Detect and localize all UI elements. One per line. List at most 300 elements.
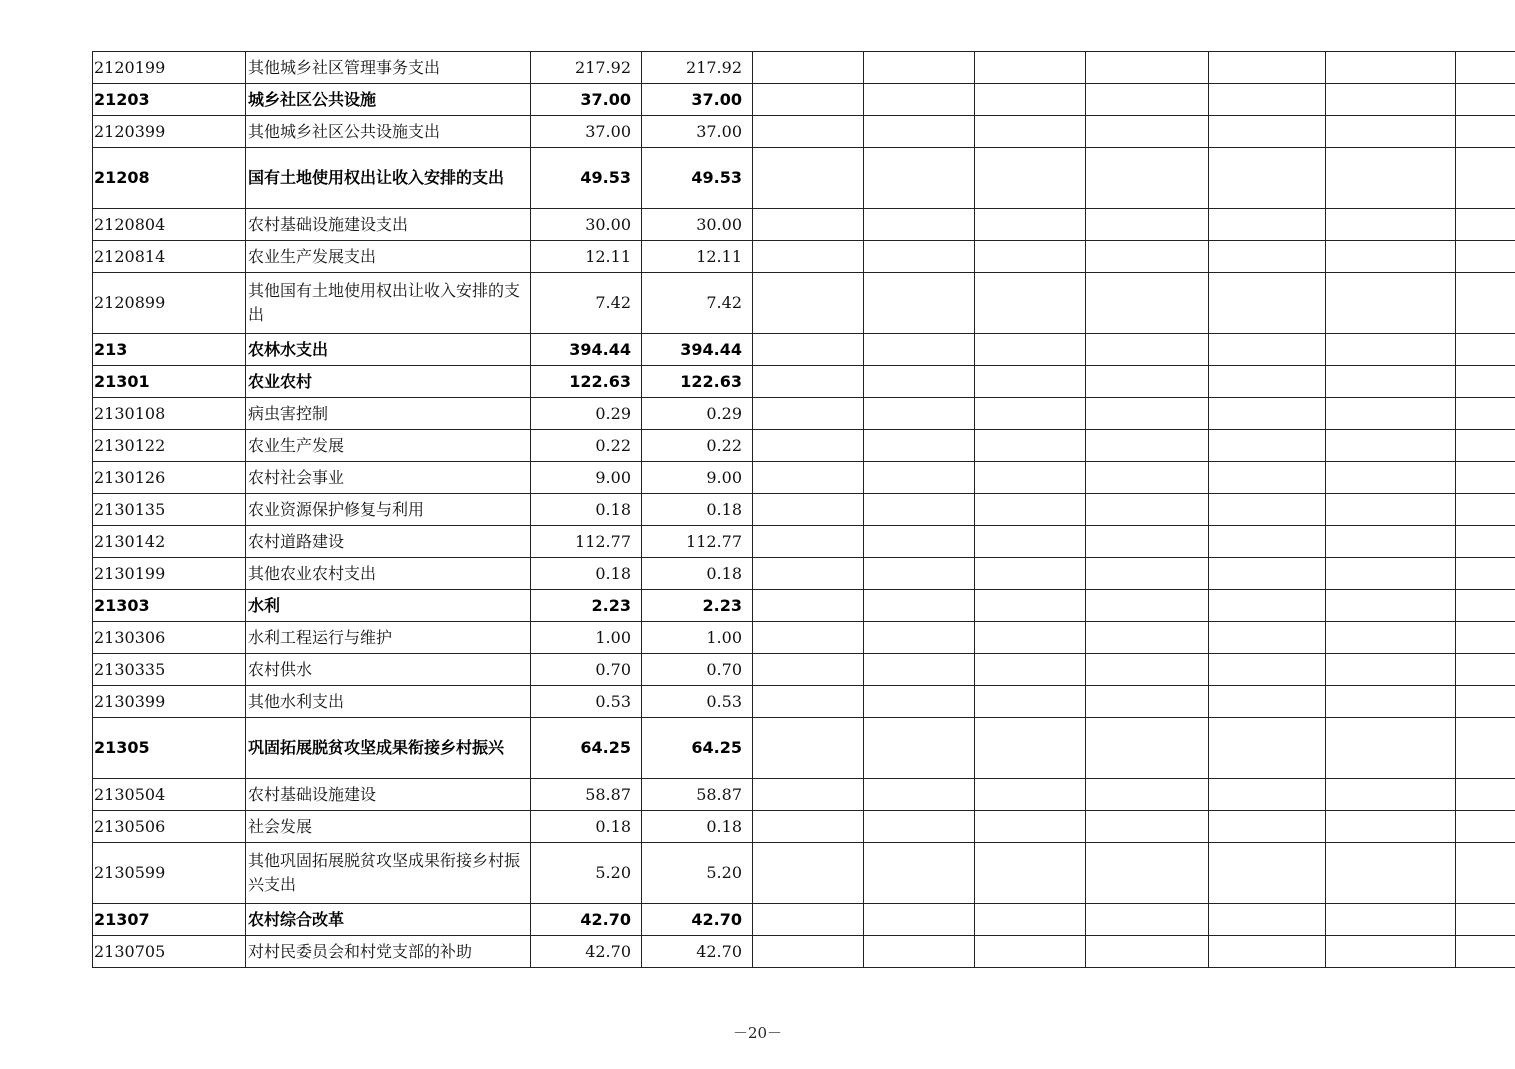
subject-code-cell: 2130705 [93, 936, 246, 968]
empty-cell [1209, 52, 1326, 84]
empty-cell [1086, 398, 1209, 430]
empty-cell [1209, 718, 1326, 779]
empty-cell [864, 273, 975, 334]
empty-cell [864, 398, 975, 430]
empty-cell [1086, 590, 1209, 622]
empty-cell [1326, 718, 1456, 779]
empty-cell [753, 148, 864, 209]
table-row [93, 430, 1515, 462]
total-amount-cell: 122.63 [531, 366, 642, 398]
subject-code-cell: 2130504 [93, 779, 246, 811]
empty-cell [1326, 686, 1456, 718]
empty-cell [1086, 148, 1209, 209]
subject-code-cell: 2130126 [93, 462, 246, 494]
empty-cell [864, 209, 975, 241]
empty-cell [1209, 843, 1326, 904]
empty-cell [1086, 622, 1209, 654]
empty-cell [1326, 936, 1456, 968]
empty-cell [1456, 462, 1515, 494]
empty-cell [975, 398, 1086, 430]
basic-expenditure-cell: 9.00 [642, 462, 753, 494]
total-amount-cell: 49.53 [531, 148, 642, 209]
empty-cell [1326, 52, 1456, 84]
subject-name-cell: 病虫害控制 [246, 398, 531, 430]
empty-cell [753, 811, 864, 843]
empty-cell [1209, 494, 1326, 526]
table-row [93, 273, 1515, 334]
empty-cell [1209, 811, 1326, 843]
empty-cell [975, 811, 1086, 843]
table-row [93, 241, 1515, 273]
empty-cell [975, 526, 1086, 558]
subject-code-cell: 2120814 [93, 241, 246, 273]
table-row [93, 686, 1515, 718]
empty-cell [1326, 366, 1456, 398]
total-amount-cell: 1.00 [531, 622, 642, 654]
empty-cell [864, 590, 975, 622]
table-row [93, 936, 1515, 968]
empty-cell [864, 116, 975, 148]
basic-expenditure-cell: 37.00 [642, 116, 753, 148]
empty-cell [1209, 779, 1326, 811]
empty-cell [864, 494, 975, 526]
empty-cell [864, 148, 975, 209]
table-row [93, 718, 1515, 779]
empty-cell [1326, 558, 1456, 590]
basic-expenditure-cell: 0.22 [642, 430, 753, 462]
table-row [93, 779, 1515, 811]
empty-cell [1086, 430, 1209, 462]
total-amount-cell: 0.70 [531, 654, 642, 686]
empty-cell [1209, 904, 1326, 936]
empty-cell [753, 398, 864, 430]
basic-expenditure-cell: 12.11 [642, 241, 753, 273]
total-amount-cell: 394.44 [531, 334, 642, 366]
empty-cell [1456, 558, 1515, 590]
basic-expenditure-cell: 0.18 [642, 494, 753, 526]
basic-expenditure-cell: 394.44 [642, 334, 753, 366]
subject-name-cell: 水利 [246, 590, 531, 622]
page-number: －20－ [732, 1024, 783, 1042]
empty-cell [753, 558, 864, 590]
empty-cell [864, 558, 975, 590]
empty-cell [1086, 526, 1209, 558]
total-amount-cell: 0.18 [531, 811, 642, 843]
empty-cell [975, 686, 1086, 718]
empty-cell [1209, 398, 1326, 430]
empty-cell [1086, 52, 1209, 84]
empty-cell [753, 430, 864, 462]
empty-cell [975, 52, 1086, 84]
empty-cell [753, 590, 864, 622]
empty-cell [864, 686, 975, 718]
subject-name-cell: 农业农村 [246, 366, 531, 398]
empty-cell [1086, 209, 1209, 241]
subject-name-cell: 农村道路建设 [246, 526, 531, 558]
empty-cell [864, 718, 975, 779]
empty-cell [864, 843, 975, 904]
empty-cell [753, 494, 864, 526]
total-amount-cell: 0.18 [531, 558, 642, 590]
table-row [93, 334, 1515, 366]
empty-cell [1209, 116, 1326, 148]
subject-code-cell: 2130142 [93, 526, 246, 558]
total-amount-cell: 58.87 [531, 779, 642, 811]
empty-cell [1086, 904, 1209, 936]
basic-expenditure-cell: 112.77 [642, 526, 753, 558]
basic-expenditure-cell: 7.42 [642, 273, 753, 334]
empty-cell [1209, 622, 1326, 654]
empty-cell [753, 718, 864, 779]
subject-name-cell: 农村综合改革 [246, 904, 531, 936]
subject-code-cell: 21307 [93, 904, 246, 936]
empty-cell [753, 462, 864, 494]
empty-cell [1209, 209, 1326, 241]
subject-code-cell: 2130108 [93, 398, 246, 430]
subject-code-cell: 2130599 [93, 843, 246, 904]
empty-cell [1086, 334, 1209, 366]
empty-cell [753, 904, 864, 936]
total-amount-cell: 42.70 [531, 904, 642, 936]
subject-code-cell: 2120804 [93, 209, 246, 241]
empty-cell [1209, 462, 1326, 494]
total-amount-cell: 64.25 [531, 718, 642, 779]
empty-cell [1456, 622, 1515, 654]
empty-cell [1326, 526, 1456, 558]
subject-name-cell: 农村基础设施建设 [246, 779, 531, 811]
empty-cell [1456, 590, 1515, 622]
basic-expenditure-cell: 217.92 [642, 52, 753, 84]
empty-cell [1326, 494, 1456, 526]
empty-cell [1456, 843, 1515, 904]
subject-name-cell: 社会发展 [246, 811, 531, 843]
empty-cell [1326, 779, 1456, 811]
table-row [93, 843, 1515, 904]
total-amount-cell: 12.11 [531, 241, 642, 273]
empty-cell [1086, 273, 1209, 334]
basic-expenditure-cell: 0.70 [642, 654, 753, 686]
basic-expenditure-cell: 122.63 [642, 366, 753, 398]
empty-cell [975, 273, 1086, 334]
subject-code-cell: 2130306 [93, 622, 246, 654]
empty-cell [1209, 273, 1326, 334]
table-row [93, 590, 1515, 622]
table-row [93, 209, 1515, 241]
subject-code-cell: 21208 [93, 148, 246, 209]
table-row [93, 558, 1515, 590]
subject-name-cell: 农村社会事业 [246, 462, 531, 494]
empty-cell [864, 462, 975, 494]
empty-cell [753, 241, 864, 273]
subject-name-cell: 农业生产发展支出 [246, 241, 531, 273]
empty-cell [1326, 241, 1456, 273]
empty-cell [1086, 366, 1209, 398]
empty-cell [864, 366, 975, 398]
subject-name-cell: 其他农业农村支出 [246, 558, 531, 590]
subject-name-cell: 农业资源保护修复与利用 [246, 494, 531, 526]
empty-cell [864, 654, 975, 686]
empty-cell [1326, 148, 1456, 209]
table-row [93, 116, 1515, 148]
empty-cell [1326, 273, 1456, 334]
subject-name-cell: 农业生产发展 [246, 430, 531, 462]
basic-expenditure-cell: 49.53 [642, 148, 753, 209]
empty-cell [864, 904, 975, 936]
basic-expenditure-cell: 2.23 [642, 590, 753, 622]
subject-code-cell: 21303 [93, 590, 246, 622]
empty-cell [1209, 686, 1326, 718]
subject-name-cell: 其他城乡社区公共设施支出 [246, 116, 531, 148]
empty-cell [1326, 811, 1456, 843]
subject-name-cell: 其他国有土地使用权出让收入安排的支出 [246, 273, 531, 334]
empty-cell [753, 654, 864, 686]
table-row [93, 462, 1515, 494]
subject-code-cell: 2130506 [93, 811, 246, 843]
table-row [93, 622, 1515, 654]
empty-cell [1456, 273, 1515, 334]
empty-cell [975, 366, 1086, 398]
empty-cell [1086, 494, 1209, 526]
empty-cell [1326, 904, 1456, 936]
subject-code-cell: 2130135 [93, 494, 246, 526]
basic-expenditure-cell: 1.00 [642, 622, 753, 654]
empty-cell [1209, 558, 1326, 590]
basic-expenditure-cell: 58.87 [642, 779, 753, 811]
empty-cell [975, 936, 1086, 968]
basic-expenditure-cell: 0.29 [642, 398, 753, 430]
table-row [93, 904, 1515, 936]
total-amount-cell: 37.00 [531, 84, 642, 116]
subject-code-cell: 2130399 [93, 686, 246, 718]
empty-cell [975, 904, 1086, 936]
empty-cell [1209, 241, 1326, 273]
empty-cell [1326, 209, 1456, 241]
subject-code-cell: 21305 [93, 718, 246, 779]
empty-cell [1086, 686, 1209, 718]
empty-cell [1456, 494, 1515, 526]
empty-cell [753, 622, 864, 654]
empty-cell [975, 622, 1086, 654]
empty-cell [1456, 430, 1515, 462]
subject-name-cell: 国有土地使用权出让收入安排的支出 [246, 148, 531, 209]
empty-cell [864, 779, 975, 811]
total-amount-cell: 42.70 [531, 936, 642, 968]
total-amount-cell: 0.22 [531, 430, 642, 462]
basic-expenditure-cell: 42.70 [642, 936, 753, 968]
empty-cell [1086, 241, 1209, 273]
empty-cell [1209, 334, 1326, 366]
empty-cell [1326, 334, 1456, 366]
empty-cell [753, 779, 864, 811]
empty-cell [1456, 366, 1515, 398]
empty-cell [1086, 936, 1209, 968]
empty-cell [1456, 52, 1515, 84]
empty-cell [753, 273, 864, 334]
total-amount-cell: 37.00 [531, 116, 642, 148]
subject-code-cell: 2130122 [93, 430, 246, 462]
basic-expenditure-cell: 5.20 [642, 843, 753, 904]
subject-name-cell: 对村民委员会和村党支部的补助 [246, 936, 531, 968]
table-row [93, 526, 1515, 558]
table-row [93, 84, 1515, 116]
empty-cell [1086, 558, 1209, 590]
total-amount-cell: 0.53 [531, 686, 642, 718]
empty-cell [864, 430, 975, 462]
empty-cell [1456, 148, 1515, 209]
total-amount-cell: 5.20 [531, 843, 642, 904]
empty-cell [1326, 590, 1456, 622]
empty-cell [1209, 366, 1326, 398]
empty-cell [1326, 654, 1456, 686]
empty-cell [975, 148, 1086, 209]
empty-cell [975, 590, 1086, 622]
subject-code-cell: 21301 [93, 366, 246, 398]
empty-cell [1086, 462, 1209, 494]
empty-cell [1456, 334, 1515, 366]
subject-name-cell: 其他巩固拓展脱贫攻坚成果衔接乡村振兴支出 [246, 843, 531, 904]
empty-cell [1326, 462, 1456, 494]
subject-code-cell: 21203 [93, 84, 246, 116]
empty-cell [1456, 84, 1515, 116]
table-row [93, 52, 1515, 84]
empty-cell [975, 84, 1086, 116]
empty-cell [1456, 936, 1515, 968]
empty-cell [1086, 654, 1209, 686]
empty-cell [753, 843, 864, 904]
subject-name-cell: 其他城乡社区管理事务支出 [246, 52, 531, 84]
empty-cell [1456, 686, 1515, 718]
empty-cell [1456, 116, 1515, 148]
table-row [93, 654, 1515, 686]
empty-cell [1456, 811, 1515, 843]
empty-cell [1086, 811, 1209, 843]
empty-cell [975, 334, 1086, 366]
empty-cell [1209, 84, 1326, 116]
empty-cell [1456, 209, 1515, 241]
empty-cell [753, 366, 864, 398]
empty-cell [1326, 622, 1456, 654]
total-amount-cell: 9.00 [531, 462, 642, 494]
subject-code-cell: 2120399 [93, 116, 246, 148]
subject-code-cell: 2120899 [93, 273, 246, 334]
empty-cell [1326, 430, 1456, 462]
basic-expenditure-cell: 0.53 [642, 686, 753, 718]
empty-cell [753, 686, 864, 718]
empty-cell [864, 811, 975, 843]
table-body [93, 52, 1515, 968]
basic-expenditure-cell: 64.25 [642, 718, 753, 779]
table-row [93, 148, 1515, 209]
empty-cell [864, 526, 975, 558]
subject-code-cell: 2120199 [93, 52, 246, 84]
empty-cell [1456, 526, 1515, 558]
empty-cell [753, 526, 864, 558]
empty-cell [975, 494, 1086, 526]
basic-expenditure-cell: 30.00 [642, 209, 753, 241]
empty-cell [1209, 526, 1326, 558]
empty-cell [1326, 116, 1456, 148]
basic-expenditure-cell: 37.00 [642, 84, 753, 116]
basic-expenditure-cell: 0.18 [642, 558, 753, 590]
empty-cell [975, 843, 1086, 904]
basic-expenditure-cell: 0.18 [642, 811, 753, 843]
subject-code-cell: 2130335 [93, 654, 246, 686]
empty-cell [1209, 430, 1326, 462]
total-amount-cell: 2.23 [531, 590, 642, 622]
empty-cell [1086, 116, 1209, 148]
empty-cell [1086, 718, 1209, 779]
empty-cell [1209, 936, 1326, 968]
subject-name-cell: 其他水利支出 [246, 686, 531, 718]
total-amount-cell: 0.18 [531, 494, 642, 526]
table-row [93, 398, 1515, 430]
subject-name-cell: 城乡社区公共设施 [246, 84, 531, 116]
subject-name-cell: 农林水支出 [246, 334, 531, 366]
total-amount-cell: 30.00 [531, 209, 642, 241]
total-amount-cell: 112.77 [531, 526, 642, 558]
empty-cell [975, 779, 1086, 811]
subject-code-cell: 2130199 [93, 558, 246, 590]
total-amount-cell: 217.92 [531, 52, 642, 84]
empty-cell [975, 209, 1086, 241]
empty-cell [975, 558, 1086, 590]
empty-cell [1456, 654, 1515, 686]
empty-cell [1456, 779, 1515, 811]
empty-cell [753, 936, 864, 968]
empty-cell [753, 52, 864, 84]
empty-cell [1086, 843, 1209, 904]
empty-cell [975, 430, 1086, 462]
empty-cell [1456, 718, 1515, 779]
subject-code-cell: 213 [93, 334, 246, 366]
empty-cell [1326, 398, 1456, 430]
empty-cell [1326, 843, 1456, 904]
subject-name-cell: 水利工程运行与维护 [246, 622, 531, 654]
empty-cell [1456, 241, 1515, 273]
subject-name-cell: 农村基础设施建设支出 [246, 209, 531, 241]
empty-cell [864, 84, 975, 116]
empty-cell [1086, 779, 1209, 811]
empty-cell [975, 654, 1086, 686]
empty-cell [1209, 148, 1326, 209]
empty-cell [864, 622, 975, 654]
empty-cell [1209, 590, 1326, 622]
total-amount-cell: 7.42 [531, 273, 642, 334]
empty-cell [753, 84, 864, 116]
table-row [93, 811, 1515, 843]
empty-cell [753, 334, 864, 366]
empty-cell [975, 718, 1086, 779]
empty-cell [753, 116, 864, 148]
empty-cell [864, 334, 975, 366]
empty-cell [1086, 84, 1209, 116]
empty-cell [975, 116, 1086, 148]
subject-name-cell: 农村供水 [246, 654, 531, 686]
total-amount-cell: 0.29 [531, 398, 642, 430]
empty-cell [1456, 398, 1515, 430]
table-row [93, 366, 1515, 398]
empty-cell [864, 241, 975, 273]
empty-cell [975, 241, 1086, 273]
budget-table [92, 51, 1515, 968]
empty-cell [1326, 84, 1456, 116]
empty-cell [1456, 904, 1515, 936]
basic-expenditure-cell: 42.70 [642, 904, 753, 936]
subject-name-cell: 巩固拓展脱贫攻坚成果衔接乡村振兴 [246, 718, 531, 779]
empty-cell [864, 936, 975, 968]
empty-cell [864, 52, 975, 84]
empty-cell [1209, 654, 1326, 686]
